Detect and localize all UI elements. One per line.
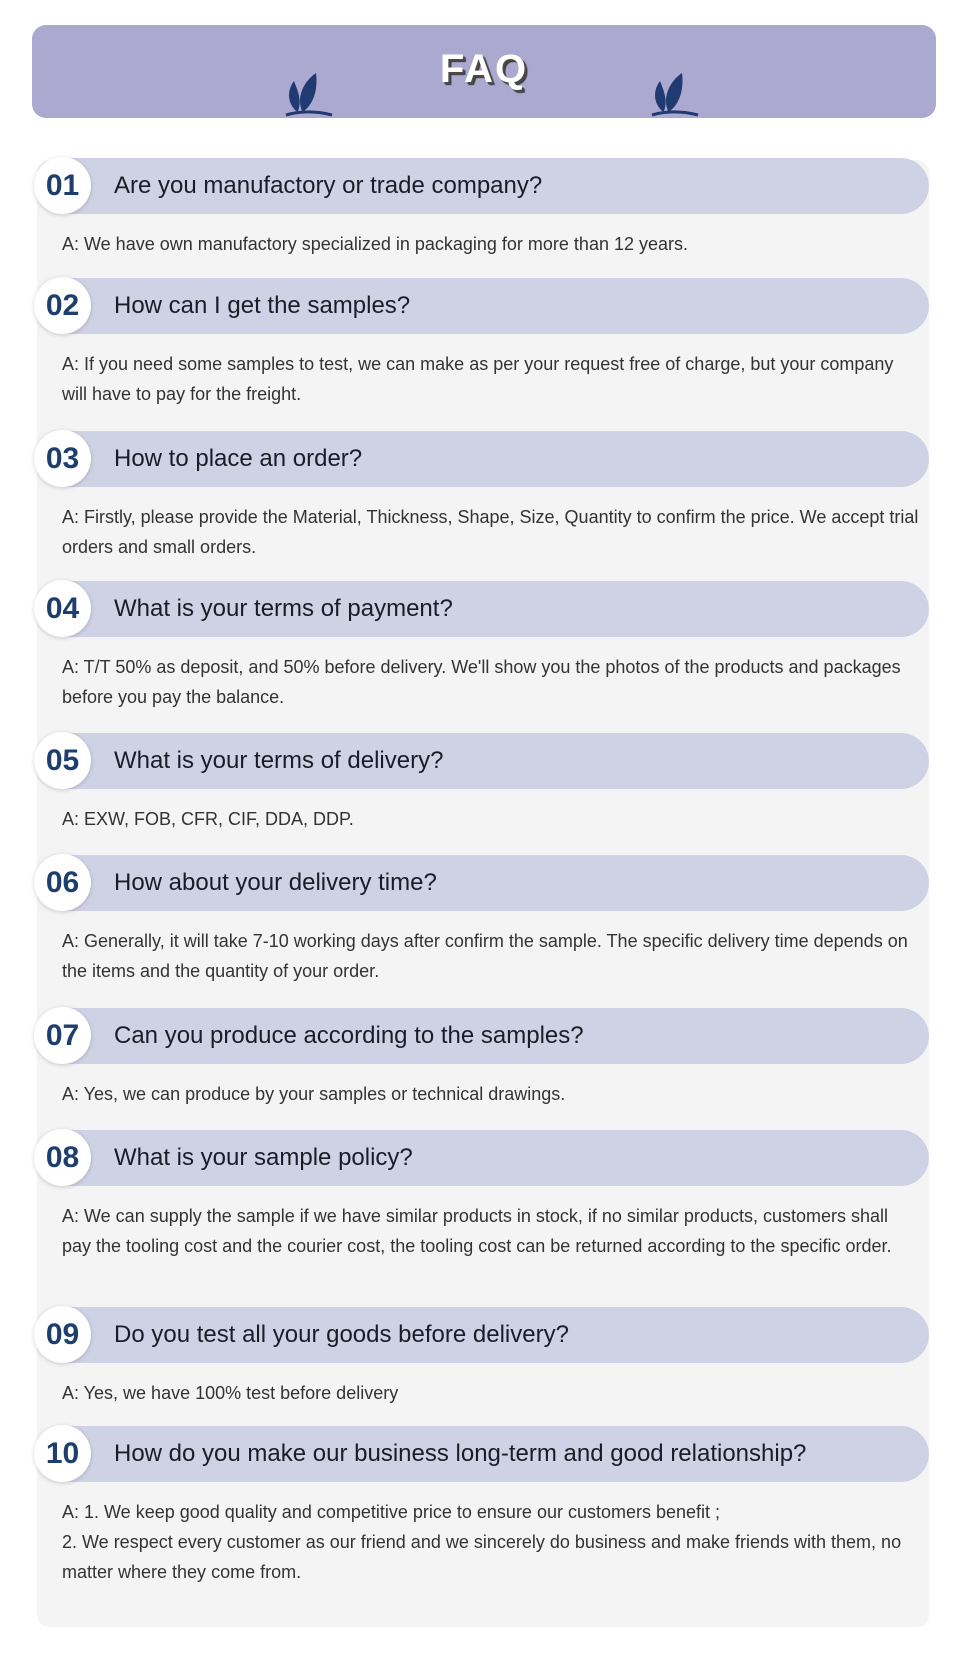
question-text: What is your terms of delivery?	[114, 747, 444, 774]
page-title: FAQ	[439, 47, 529, 91]
answer-text: A: T/T 50% as deposit, and 50% before delivery. We'll show you the photos of the products and packages before you pay the balance.	[62, 657, 901, 707]
answer-text: A: 1. We keep good quality and competitive price to ensure our customers benefit ; 2. We respect every customer as our friend and we sincerely do business and make friends with them, no matter where they come from.	[62, 1502, 902, 1582]
question-number: 02	[34, 277, 91, 334]
question-text: Can you produce according to the samples?	[114, 1022, 584, 1049]
question-number: 01	[34, 157, 91, 214]
question-number: 08	[34, 1129, 91, 1186]
answer-text: A: Firstly, please provide the Material, Thickness, Shape, Size, Quantity to confirm the price. We accept trial orders and small orders.	[62, 507, 919, 557]
answer-text: A: EXW, FOB, CFR, CIF, DDA, DDP.	[62, 809, 354, 829]
answer-text: A: Yes, we have 100% test before delivery	[62, 1383, 399, 1403]
question-number: 07	[34, 1007, 91, 1064]
question-number: 05	[34, 732, 91, 789]
question-text: How can I get the samples?	[114, 292, 411, 319]
question-text: What is your sample policy?	[114, 1144, 413, 1171]
faq-header	[32, 25, 936, 118]
question-text: Are you manufactory or trade company?	[114, 172, 543, 199]
answer-text: A: Yes, we can produce by your samples or technical drawings.	[62, 1084, 566, 1104]
question-number: 06	[34, 854, 91, 911]
question-number: 10	[34, 1425, 91, 1482]
question-text: How to place an order?	[114, 445, 363, 472]
leaf-icon	[648, 71, 700, 119]
answer-text: A: Generally, it will take 7-10 working days after confirm the sample. The specific delivery time depends on the items and the quantity of your order.	[62, 931, 908, 981]
question-number: 04	[34, 580, 91, 637]
answer-text: A: If you need some samples to test, we can make as per your request free of charge, but your company will have to pay for the freight.	[62, 354, 894, 404]
question-text: How about your delivery time?	[114, 869, 437, 896]
question-number: 09	[34, 1306, 91, 1363]
question-text: Do you test all your goods before delivery?	[114, 1321, 569, 1348]
answer-text: A: We can supply the sample if we have similar products in stock, if no similar products, customers shall pay the tooling cost and the courier cost, the tooling cost can be returned according to the specific order.	[62, 1206, 892, 1256]
question-number: 03	[34, 430, 91, 487]
question-text: What is your terms of payment?	[114, 595, 453, 622]
answer-text: A: We have own manufactory specialized in packaging for more than 12 years.	[62, 234, 689, 254]
question-text: How do you make our business long-term and good relationship?	[114, 1440, 807, 1467]
